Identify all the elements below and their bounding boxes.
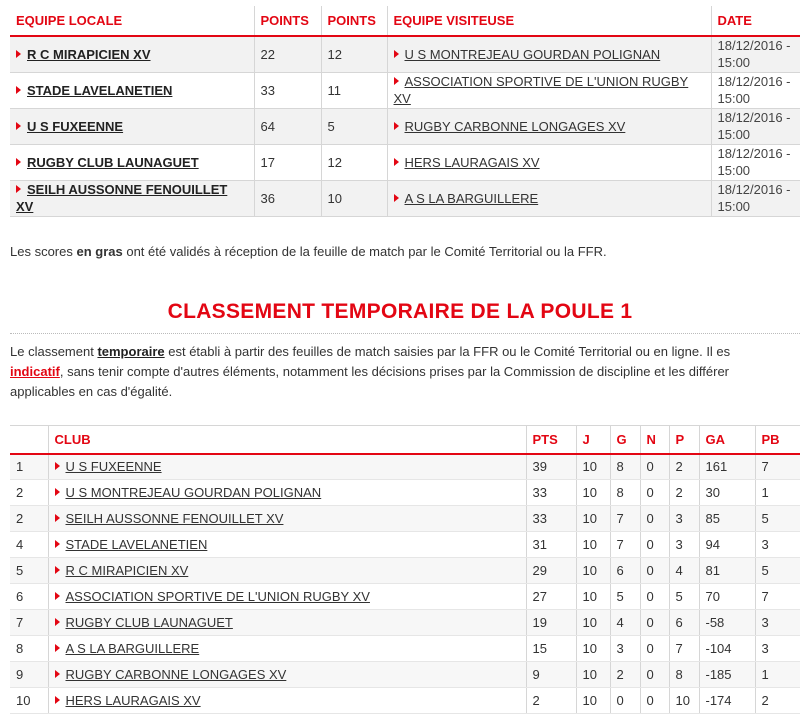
header-date: DATE — [711, 6, 800, 36]
ga-cell: 81 — [699, 558, 755, 584]
club-cell — [48, 610, 526, 636]
club-link[interactable]: A S LA BARGUILLERE — [65, 641, 200, 656]
j-cell: 10 — [576, 688, 610, 714]
away-team-link[interactable]: A S LA BARGUILLERE — [404, 190, 539, 206]
header-home-team: EQUIPE LOCALE — [10, 6, 254, 36]
club-link[interactable]: U S FUXEENNE — [65, 459, 162, 475]
home-team-cell — [10, 36, 254, 72]
home-team-cell — [10, 144, 254, 180]
ga-cell: -174 — [699, 688, 755, 714]
pts-cell: 33 — [526, 480, 576, 506]
p-cell: 2 — [669, 454, 699, 480]
g-cell: 7 — [610, 506, 640, 532]
matches-header-row — [10, 6, 800, 36]
triangle-right-icon — [55, 644, 60, 652]
standings-row — [10, 454, 800, 480]
away-team-link[interactable]: RUGBY CARBONNE LONGAGES XV — [404, 118, 626, 134]
club-link[interactable]: RUGBY CARBONNE LONGAGES XV — [65, 667, 287, 682]
p-cell: 7 — [669, 636, 699, 662]
match-row — [10, 144, 800, 180]
triangle-right-icon — [16, 86, 21, 94]
note-bold: en gras — [76, 244, 123, 259]
desc-part-2: est établi à partir des feuilles de match saisies par la FFR ou le Comité Territorial ou en ligne. Il es — [164, 344, 731, 359]
club-link[interactable]: R C MIRAPICIEN XV — [65, 563, 189, 578]
ga-cell: -58 — [699, 610, 755, 636]
away-team-cell — [387, 144, 711, 180]
g-cell: 7 — [610, 532, 640, 558]
j-cell: 10 — [576, 506, 610, 532]
triangle-right-icon — [55, 670, 60, 678]
p-cell: 8 — [669, 662, 699, 688]
points-away-cell: 12 — [321, 36, 387, 72]
club-cell — [48, 480, 526, 506]
pb-cell: 5 — [755, 558, 800, 584]
match-date: 18/12/2016 - — [717, 182, 791, 197]
desc-temporaire: temporaire — [97, 344, 165, 359]
match-time: 15:00 — [717, 55, 751, 71]
club-link[interactable]: RUGBY CLUB LAUNAGUET — [65, 615, 233, 630]
note-text-after: ont été validés à réception de la feuille de match par le Comité Territorial ou la FFR. — [122, 244, 607, 259]
triangle-right-icon — [394, 122, 399, 130]
standings-header-row — [10, 426, 800, 454]
home-team-link[interactable]: RUGBY CLUB LAUNAGUET — [27, 154, 199, 170]
pb-cell: 1 — [755, 662, 800, 688]
club-cell — [48, 558, 526, 584]
pts-cell: 15 — [526, 636, 576, 662]
pts-cell: 31 — [526, 532, 576, 558]
rank-cell: 2 — [10, 480, 48, 506]
header-points-home: POINTS — [254, 6, 321, 36]
desc-part-1: Le classement — [10, 344, 98, 359]
club-cell — [48, 636, 526, 662]
match-row — [10, 108, 800, 144]
rank-cell: 1 — [10, 454, 48, 480]
rank-cell: 4 — [10, 532, 48, 558]
header-rank — [10, 426, 48, 454]
standings-row — [10, 636, 800, 662]
pb-cell: 7 — [755, 584, 800, 610]
home-team-link[interactable]: SEILH AUSSONNE FENOUILLET XV — [16, 182, 228, 214]
club-link[interactable]: HERS LAURAGAIS XV — [65, 693, 201, 708]
triangle-right-icon — [55, 566, 60, 574]
match-time: 15:00 — [717, 127, 751, 142]
matches-table — [10, 6, 800, 217]
desc-indicatif: indicatif — [10, 364, 60, 379]
standings-row — [10, 610, 800, 636]
rank-cell: 5 — [10, 558, 48, 584]
triangle-right-icon — [394, 158, 399, 166]
standings-row — [10, 532, 800, 558]
away-team-cell — [387, 180, 711, 216]
away-team-link[interactable]: U S MONTREJEAU GOURDAN POLIGNAN — [404, 46, 661, 62]
pb-cell: 3 — [755, 610, 800, 636]
pb-cell: 5 — [755, 506, 800, 532]
rank-cell: 2 — [10, 506, 48, 532]
pb-cell: 3 — [755, 636, 800, 662]
club-cell — [48, 662, 526, 688]
match-date: 18/12/2016 - — [717, 146, 791, 161]
away-team-link[interactable]: ASSOCIATION SPORTIVE DE L'UNION RUGBY XV — [393, 74, 689, 106]
match-time: 15:00 — [717, 163, 751, 178]
n-cell: 0 — [640, 532, 669, 558]
away-team-cell — [387, 72, 711, 108]
g-cell: 8 — [610, 480, 640, 506]
triangle-right-icon — [55, 618, 60, 626]
pts-cell: 2 — [526, 688, 576, 714]
g-cell: 5 — [610, 584, 640, 610]
standings-body — [10, 454, 800, 714]
ga-cell: 70 — [699, 584, 755, 610]
header-club: CLUB — [48, 426, 526, 454]
j-cell: 10 — [576, 454, 610, 480]
match-row — [10, 36, 800, 72]
n-cell: 0 — [640, 558, 669, 584]
away-team-cell — [387, 108, 711, 144]
match-date: 18/12/2016 - — [717, 110, 791, 125]
club-cell — [48, 532, 526, 558]
club-link[interactable]: STADE LAVELANETIEN — [65, 537, 208, 552]
header-pts: PTS — [526, 426, 576, 454]
j-cell: 10 — [576, 480, 610, 506]
club-link[interactable]: SEILH AUSSONNE FENOUILLET XV — [65, 511, 284, 526]
triangle-right-icon — [16, 50, 21, 58]
ga-cell: 30 — [699, 480, 755, 506]
pts-cell: 19 — [526, 610, 576, 636]
date-cell — [711, 36, 800, 72]
j-cell: 10 — [576, 610, 610, 636]
pb-cell: 3 — [755, 532, 800, 558]
j-cell: 10 — [576, 662, 610, 688]
rank-cell: 10 — [10, 688, 48, 714]
p-cell: 3 — [669, 506, 699, 532]
section-divider — [10, 333, 800, 334]
ga-cell: 161 — [699, 454, 755, 480]
triangle-right-icon — [16, 122, 21, 130]
ga-cell: -104 — [699, 636, 755, 662]
pts-cell: 29 — [526, 558, 576, 584]
p-cell: 4 — [669, 558, 699, 584]
note-text-before: Les scores — [10, 244, 77, 259]
triangle-right-icon — [55, 696, 60, 704]
g-cell: 3 — [610, 636, 640, 662]
ga-cell: -185 — [699, 662, 755, 688]
points-home-cell: 17 — [254, 144, 321, 180]
points-home-cell: 33 — [254, 72, 321, 108]
g-cell: 0 — [610, 688, 640, 714]
triangle-right-icon — [55, 540, 60, 548]
n-cell: 0 — [640, 506, 669, 532]
home-team-link[interactable]: U S FUXEENNE — [27, 118, 124, 134]
rank-cell: 9 — [10, 662, 48, 688]
triangle-right-icon — [394, 50, 399, 58]
triangle-right-icon — [55, 462, 60, 470]
pb-cell: 7 — [755, 454, 800, 480]
g-cell: 6 — [610, 558, 640, 584]
n-cell: 0 — [640, 662, 669, 688]
pts-cell: 33 — [526, 506, 576, 532]
date-cell — [711, 180, 800, 216]
date-cell — [711, 72, 800, 108]
triangle-right-icon — [394, 77, 399, 85]
match-date: 18/12/2016 - — [717, 38, 791, 54]
pb-cell: 1 — [755, 480, 800, 506]
standings-row — [10, 480, 800, 506]
club-cell — [48, 454, 526, 480]
matches-body — [10, 36, 800, 216]
triangle-right-icon — [16, 158, 21, 166]
p-cell: 3 — [669, 532, 699, 558]
triangle-right-icon — [394, 194, 399, 202]
date-cell — [711, 144, 800, 180]
header-j: J — [576, 426, 610, 454]
points-away-cell: 10 — [321, 180, 387, 216]
header-ga: GA — [699, 426, 755, 454]
p-cell: 2 — [669, 480, 699, 506]
ga-cell: 85 — [699, 506, 755, 532]
n-cell: 0 — [640, 584, 669, 610]
p-cell: 6 — [669, 610, 699, 636]
home-team-link[interactable]: R C MIRAPICIEN XV — [27, 46, 151, 62]
ranking-description — [10, 342, 800, 402]
match-time: 15:00 — [717, 199, 751, 214]
home-team-cell — [10, 72, 254, 108]
g-cell: 4 — [610, 610, 640, 636]
home-team-cell — [10, 180, 254, 216]
standings-row — [10, 558, 800, 584]
ranking-title: CLASSEMENT TEMPORAIRE DE LA POULE 1 — [167, 300, 633, 323]
points-away-cell: 5 — [321, 108, 387, 144]
points-away-cell: 12 — [321, 144, 387, 180]
header-n: N — [640, 426, 669, 454]
header-points-away: POINTS — [321, 6, 387, 36]
club-cell — [48, 688, 526, 714]
pts-cell: 39 — [526, 454, 576, 480]
n-cell: 0 — [640, 688, 669, 714]
p-cell: 10 — [669, 688, 699, 714]
points-home-cell: 22 — [254, 36, 321, 72]
club-link[interactable]: ASSOCIATION SPORTIVE DE L'UNION RUGBY XV — [65, 589, 370, 604]
desc-part-3: , sans tenir compte d'autres éléments, notamment les décisions prises par la Commission de discipline et les différer — [59, 364, 730, 379]
club-cell — [48, 584, 526, 610]
club-cell — [48, 506, 526, 532]
club-link[interactable]: U S MONTREJEAU GOURDAN POLIGNAN — [65, 485, 322, 500]
rank-cell: 7 — [10, 610, 48, 636]
n-cell: 0 — [640, 480, 669, 506]
n-cell: 0 — [640, 636, 669, 662]
rank-cell: 8 — [10, 636, 48, 662]
pts-cell: 27 — [526, 584, 576, 610]
triangle-right-icon — [55, 488, 60, 496]
ga-cell: 94 — [699, 532, 755, 558]
p-cell: 5 — [669, 584, 699, 610]
match-date: 18/12/2016 - — [717, 74, 791, 89]
g-cell: 8 — [610, 454, 640, 480]
g-cell: 2 — [610, 662, 640, 688]
away-team-cell — [387, 36, 711, 72]
match-time: 15:00 — [717, 91, 751, 106]
header-g: G — [610, 426, 640, 454]
j-cell: 10 — [576, 532, 610, 558]
header-away-team: EQUIPE VISITEUSE — [387, 6, 711, 36]
j-cell: 10 — [576, 584, 610, 610]
match-row — [10, 180, 800, 216]
n-cell: 0 — [640, 454, 669, 480]
date-cell — [711, 108, 800, 144]
match-row — [10, 72, 800, 108]
triangle-right-icon — [16, 185, 21, 193]
pts-cell: 9 — [526, 662, 576, 688]
n-cell: 0 — [640, 610, 669, 636]
triangle-right-icon — [55, 592, 60, 600]
j-cell: 10 — [576, 636, 610, 662]
header-p: P — [669, 426, 699, 454]
j-cell: 10 — [576, 558, 610, 584]
triangle-right-icon — [55, 514, 60, 522]
standings-row — [10, 662, 800, 688]
points-away-cell: 11 — [321, 72, 387, 108]
home-team-cell — [10, 108, 254, 144]
standings-row — [10, 584, 800, 610]
standings-row — [10, 506, 800, 532]
rank-cell: 6 — [10, 584, 48, 610]
standings-row — [10, 688, 800, 714]
header-pb: PB — [755, 426, 800, 454]
scores-note — [10, 244, 800, 259]
home-team-link[interactable]: STADE LAVELANETIEN — [27, 82, 173, 98]
away-team-link[interactable]: HERS LAURAGAIS XV — [404, 154, 540, 170]
desc-part-4: applicables en cas d'égalité. — [10, 384, 173, 399]
points-home-cell: 64 — [254, 108, 321, 144]
standings-table — [10, 425, 800, 714]
points-home-cell: 36 — [254, 180, 321, 216]
pb-cell: 2 — [755, 688, 800, 714]
